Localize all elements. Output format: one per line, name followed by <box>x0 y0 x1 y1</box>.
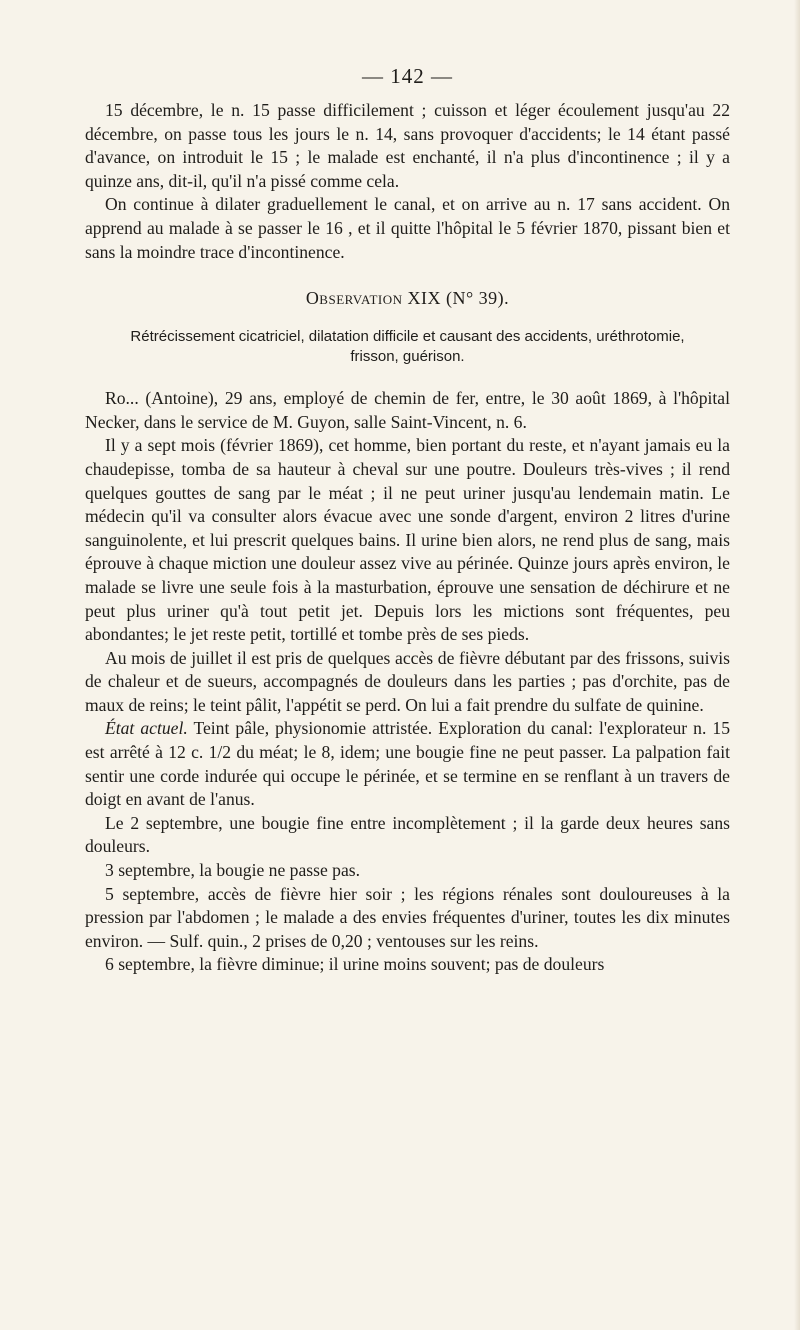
body-paragraph-6: 3 septembre, la bougie ne passe pas. <box>105 860 361 881</box>
body-paragraph-4 <box>85 717 730 811</box>
body-paragraph-8: 6 septembre, la fièvre diminue; il urine moins souvent; pas de douleurs <box>105 954 605 975</box>
body-paragraph-2: Il y a sept mois (février 1869), cet homme, bien portant du reste, et n'ayant jamais eu la chaudepisse, tomba de sa hauteur à cheval sur une poutre. Douleurs très-vives ; il rend quelques gouttes de sang par le méat ; il ne peut uriner jusqu'au lendemain matin. Le médecin qu'il va consulter alors évacue avec une sonde d'argent, environ 2 litres d'urine sanguinolente, et lui prescrit quelques bains. Il urine bien alors, ne rend plus de sang, mais éprouve à chaque miction une douleur assez vive au périnée. Quinze jours après environ, le malade se livre une seule fois à la masturbation, éprouve une sensation de déchirure et ne peut plus uriner qu'à tout petit jet. Depuis lors les mictions sont fréquentes, peu abondantes; le jet reste petit, tortillé et tombe près de ses pieds. <box>85 435 730 645</box>
intro-paragraph-1: 15 décembre, le n. 15 passe difficilement ; cuisson et léger écoulement jusqu'au 22 décembre, on passe tous les jours le n. 14, sans provoquer d'accidents; le 14 étant passé d'avance, on introduit le 15 ; le malade est enchanté, il n'a plus d'incontinence ; il y a quinze ans, dit-il, qu'il n'a pissé comme cela. <box>85 100 730 191</box>
etat-actuel-text: Teint pâle, physionomie attristée. Exploration du canal: l'explorateur n. 15 est arrêté à 12 c. 1/2 du méat; le 8, idem; une bougie fine ne peut passer. La palpation fait sentir une corde indurée qui occupe le périnée, et se termine en se renflant à un travers de doigt en avant de l'anus. <box>85 718 730 810</box>
page-edge-shadow <box>794 0 800 1330</box>
page-number: — 142 — <box>362 64 453 88</box>
body-paragraph-1: Ro... (Antoine), 29 ans, employé de chemin de fer, entre, le 30 août 1869, à l'hôpital Necker, dans le service de M. Guyon, salle Saint-Vincent, n. 6. <box>85 388 730 432</box>
intro-paragraph-2: On continue à dilater graduellement le canal, et on arrive au n. 17 sans accident. On apprend au malade à se passer le 16 , et il quitte l'hôpital le 5 février 1870, pissant bien et sans la moindre trace d'incontinence. <box>85 194 730 262</box>
observation-subtitle: Rétrécissement cicatriciel, dilatation difficile et causant des accidents, uréthrotomie, frisson, guérison. <box>130 328 685 366</box>
observation-heading: Observation XIX (N° 39). <box>305 288 510 309</box>
body-paragraph-3: Au mois de juillet il est pris de quelques accès de fièvre débutant par des frissons, suivis de chaleur et de sueurs, accompagnés de douleurs dans les parties ; pas d'orchite, pas de maux de reins; le teint pâlit, l'appétit se perd. On lui a fait prendre du sulfate de quinine. <box>85 647 730 715</box>
body-paragraph-7: 5 septembre, accès de fièvre hier soir ; les régions rénales sont douloureuses à la pression par l'abdomen ; le malade a des envies fréquentes d'uriner, toutes les dix minutes environ. — Sulf. quin., 2 prises de 0,20 ; ventouses sur les reins. <box>85 883 730 951</box>
etat-actuel-label: État actuel. <box>105 718 188 739</box>
body-paragraph-5: Le 2 septembre, une bougie fine entre incomplètement ; il la garde deux heures sans douleurs. <box>85 812 730 857</box>
